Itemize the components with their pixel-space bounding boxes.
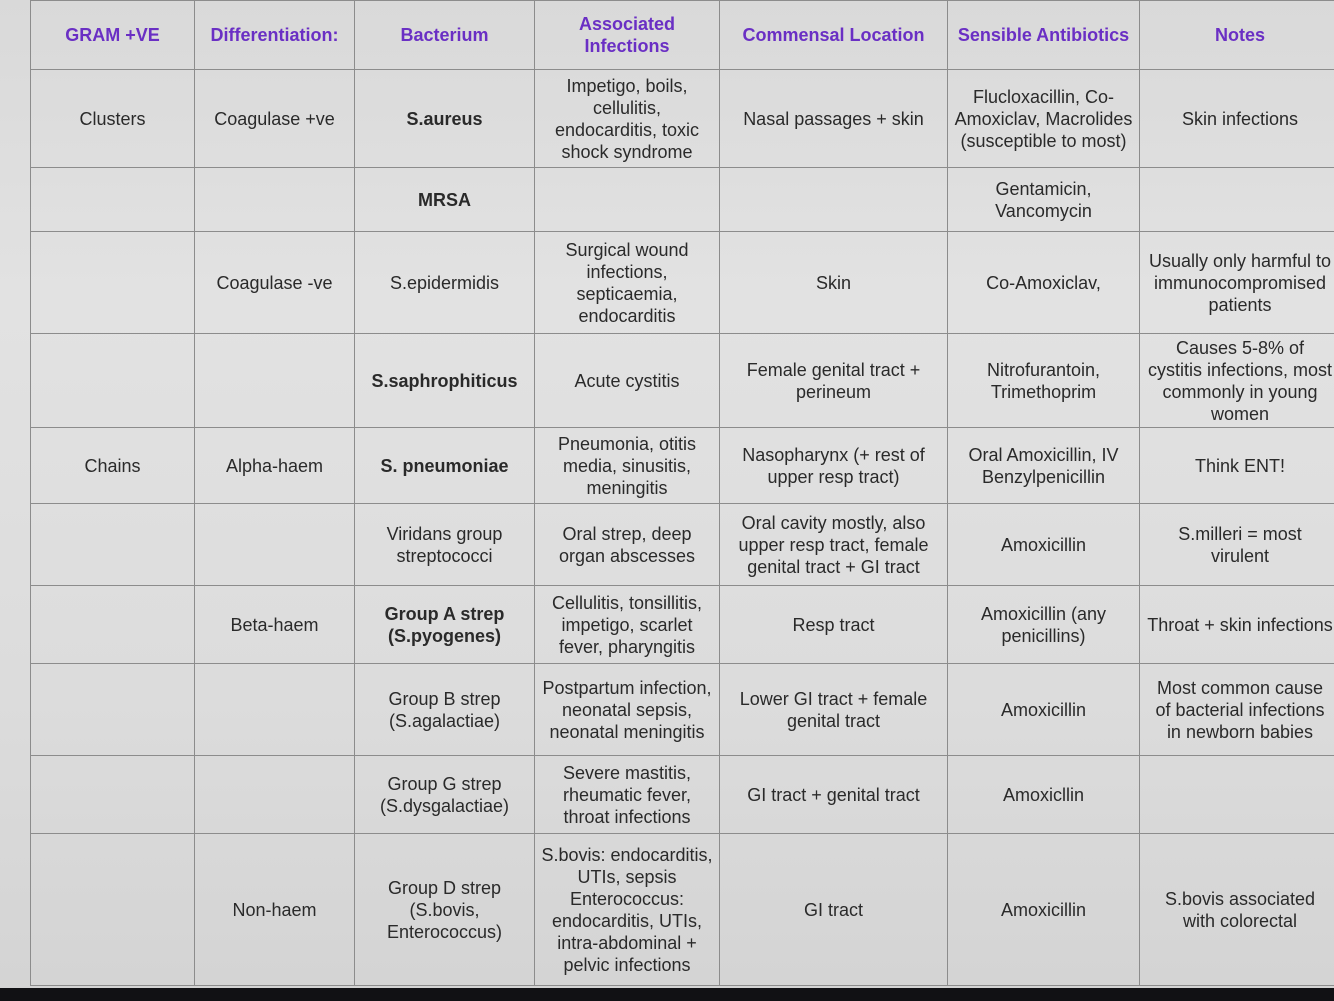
location-cell: Oral cavity mostly, also upper resp tract, female genital tract + GI tract: [720, 504, 948, 586]
infections-cell: Postpartum infection, neonatal sepsis, neonatal meningitis: [535, 664, 720, 756]
notes-cell: Skin infections: [1140, 70, 1334, 168]
differentiation-cell: Coagulase -ve: [195, 232, 355, 334]
group-cell: [31, 168, 195, 232]
header-differentiation: Differentiation:: [195, 1, 355, 70]
infections-cell: Cellulitis, tonsillitis, impetigo, scarlet fever, pharyngitis: [535, 586, 720, 664]
notes-cell: Think ENT!: [1140, 428, 1334, 504]
infections-cell: Impetigo, boils, cellulitis, endocarditis, toxic shock syndrome: [535, 70, 720, 168]
antibiotics-cell: Co-Amoxiclav,: [948, 232, 1140, 334]
group-cell: [31, 334, 195, 428]
group-cell: [31, 586, 195, 664]
table-row: [31, 756, 1334, 834]
location-cell: Resp tract: [720, 586, 948, 664]
group-cell: Clusters: [31, 70, 195, 168]
table-row: [31, 586, 1334, 664]
antibiotics-cell: Gentamicin, Vancomycin: [948, 168, 1140, 232]
table-row: [31, 232, 1334, 334]
differentiation-cell: [195, 334, 355, 428]
antibiotics-cell: Amoxicillin (any penicillins): [948, 586, 1140, 664]
location-cell: [720, 168, 948, 232]
bacterium-cell: MRSA: [355, 168, 535, 232]
differentiation-cell: Alpha-haem: [195, 428, 355, 504]
group-cell: [31, 756, 195, 834]
bacterium-cell: Group G strep (S.dysgalactiae): [355, 756, 535, 834]
bacterium-cell: S.saphrophiticus: [355, 334, 535, 428]
location-cell: Nasopharynx (+ rest of upper resp tract): [720, 428, 948, 504]
header-antibiotics: Sensible Antibiotics: [948, 1, 1140, 70]
infections-cell: Oral strep, deep organ abscesses: [535, 504, 720, 586]
table-row: [31, 428, 1334, 504]
antibiotics-cell: Flucloxacillin, Co- Amoxiclav, Macrolides (susceptible to most): [948, 70, 1140, 168]
notes-cell: Causes 5-8% of cystitis infections, most commonly in young women: [1140, 334, 1334, 428]
table-row: [31, 504, 1334, 586]
notes-cell: Most common cause of bacterial infections in newborn babies: [1140, 664, 1334, 756]
antibiotics-cell: Amoxicillin: [948, 504, 1140, 586]
notes-cell: [1140, 168, 1334, 232]
location-cell: Skin: [720, 232, 948, 334]
antibiotics-cell: Amoxicillin: [948, 664, 1140, 756]
infections-cell: Acute cystitis: [535, 334, 720, 428]
bacterium-cell: Group A strep (S.pyogenes): [355, 586, 535, 664]
antibiotics-cell: Oral Amoxicillin, IV Benzylpenicillin: [948, 428, 1140, 504]
group-cell: [31, 664, 195, 756]
header-bacterium: Bacterium: [355, 1, 535, 70]
bacterium-cell: S. pneumoniae: [355, 428, 535, 504]
notes-cell: Throat + skin infections: [1140, 586, 1334, 664]
notes-cell: S.bovis associated with colorectal: [1140, 834, 1334, 986]
infections-cell: [535, 168, 720, 232]
bacterium-cell: Group D strep (S.bovis, Enterococcus): [355, 834, 535, 986]
differentiation-cell: [195, 168, 355, 232]
infections-cell: S.bovis: endocarditis, UTIs, sepsis Enterococcus: endocarditis, UTIs, intra-abdominal + pelvic infections: [535, 834, 720, 986]
infections-cell: Surgical wound infections, septicaemia, endocarditis: [535, 232, 720, 334]
notes-cell: [1140, 756, 1334, 834]
header-row: [31, 1, 1334, 70]
header-infections: Associated Infections: [535, 1, 720, 70]
location-cell: Female genital tract + perineum: [720, 334, 948, 428]
header-gram: GRAM +VE: [31, 1, 195, 70]
differentiation-cell: [195, 756, 355, 834]
group-cell: [31, 504, 195, 586]
header-notes: Notes: [1140, 1, 1334, 70]
infections-cell: Severe mastitis, rheumatic fever, throat infections: [535, 756, 720, 834]
antibiotics-cell: Amoxicillin: [948, 834, 1140, 986]
bacterium-cell: Group B strep (S.agalactiae): [355, 664, 535, 756]
table-row: [31, 334, 1334, 428]
bacteria-table: [30, 0, 1334, 986]
group-cell: [31, 232, 195, 334]
bacterium-cell: S.epidermidis: [355, 232, 535, 334]
bacterium-cell: S.aureus: [355, 70, 535, 168]
location-cell: Lower GI tract + female genital tract: [720, 664, 948, 756]
bacterium-cell: Viridans group streptococci: [355, 504, 535, 586]
differentiation-cell: [195, 664, 355, 756]
infections-cell: Pneumonia, otitis media, sinusitis, meningitis: [535, 428, 720, 504]
table-row: [31, 70, 1334, 168]
differentiation-cell: Non-haem: [195, 834, 355, 986]
table-row: [31, 168, 1334, 232]
table-row: [31, 834, 1334, 986]
location-cell: GI tract: [720, 834, 948, 986]
differentiation-cell: Beta-haem: [195, 586, 355, 664]
antibiotics-cell: Amoxicllin: [948, 756, 1140, 834]
group-cell: Chains: [31, 428, 195, 504]
header-location: Commensal Location: [720, 1, 948, 70]
notes-cell: Usually only harmful to immunocompromised patients: [1140, 232, 1334, 334]
monitor-bezel: [0, 988, 1334, 1001]
differentiation-cell: [195, 504, 355, 586]
antibiotics-cell: Nitrofurantoin, Trimethoprim: [948, 334, 1140, 428]
location-cell: Nasal passages + skin: [720, 70, 948, 168]
group-cell: [31, 834, 195, 986]
notes-cell: S.milleri = most virulent: [1140, 504, 1334, 586]
differentiation-cell: Coagulase +ve: [195, 70, 355, 168]
location-cell: GI tract + genital tract: [720, 756, 948, 834]
table-row: [31, 664, 1334, 756]
